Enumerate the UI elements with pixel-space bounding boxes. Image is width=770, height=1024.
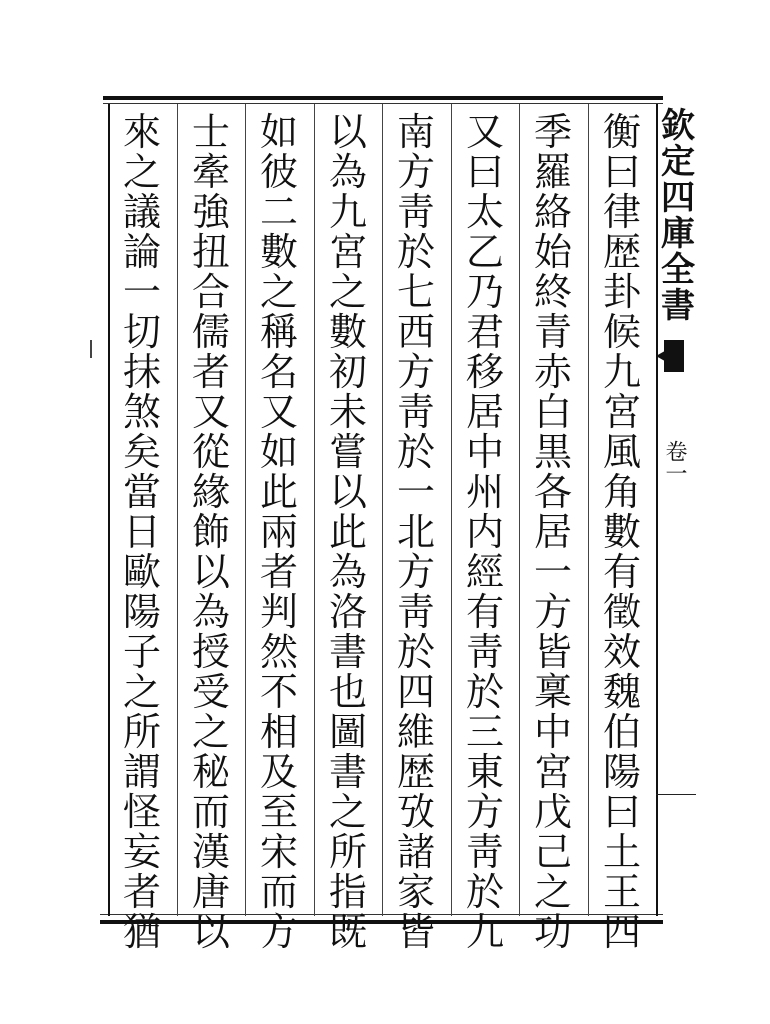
character: 也	[328, 670, 367, 714]
character: 至	[259, 790, 298, 834]
character: 九	[465, 910, 504, 954]
character: 州	[465, 470, 504, 514]
character: 士	[191, 110, 230, 154]
character: 而	[259, 870, 298, 914]
character: 方	[396, 550, 435, 594]
character: 此	[259, 470, 298, 514]
character: 之	[259, 270, 298, 314]
character: 為	[328, 150, 367, 194]
character: 北	[396, 510, 435, 554]
character: 效	[602, 630, 641, 674]
character: 經	[465, 550, 504, 594]
character: 於	[465, 670, 504, 714]
character: 為	[191, 590, 230, 634]
character: 乙	[465, 230, 504, 274]
character: 所	[122, 710, 161, 754]
character: 歴	[602, 230, 641, 274]
character: 太	[465, 190, 504, 234]
character: 數	[602, 510, 641, 554]
character: 數	[259, 230, 298, 274]
character: 之	[328, 270, 367, 314]
text-column	[594, 110, 650, 954]
column-rule	[177, 104, 178, 916]
character: 當	[122, 470, 161, 514]
character: 之	[122, 670, 161, 714]
character: 謂	[122, 750, 161, 794]
character: 猶	[122, 910, 161, 954]
character: 律	[602, 190, 641, 234]
character: 黒	[533, 430, 572, 474]
column-rule	[588, 104, 589, 916]
character: 七	[396, 270, 435, 314]
character: 一	[122, 270, 161, 314]
character: 功	[533, 910, 572, 954]
character: 儒	[191, 310, 230, 354]
character: 候	[602, 310, 641, 354]
character: 於	[465, 870, 504, 914]
character: 切	[122, 310, 161, 354]
character: 宋	[259, 830, 298, 874]
book-title	[658, 108, 698, 324]
character: 移	[465, 350, 504, 394]
book-title-char: 書	[661, 286, 695, 326]
character: 曰	[602, 790, 641, 834]
margin-divider	[656, 794, 696, 795]
character: 既	[328, 910, 367, 954]
character: 一	[396, 470, 435, 514]
character: 維	[396, 710, 435, 754]
character: 曰	[465, 150, 504, 194]
text-column	[320, 110, 376, 954]
character: 於	[396, 430, 435, 474]
character: 歴	[396, 750, 435, 794]
character: 以	[191, 550, 230, 594]
character: 此	[328, 510, 367, 554]
character: 土	[602, 830, 641, 874]
column-rule	[451, 104, 452, 916]
character: 中	[533, 710, 572, 754]
character: 書	[328, 630, 367, 674]
text-column	[251, 110, 307, 954]
character: 唐	[191, 870, 230, 914]
character: 論	[122, 230, 161, 274]
character: 者	[191, 350, 230, 394]
character: 兩	[259, 510, 298, 554]
character: 所	[328, 830, 367, 874]
character: 不	[259, 670, 298, 714]
column-rule	[314, 104, 315, 916]
character: 靑	[465, 630, 504, 674]
character: 漢	[191, 830, 230, 874]
character: 於	[396, 630, 435, 674]
character: 白	[533, 390, 572, 434]
character: 絡	[533, 190, 572, 234]
character: 從	[191, 430, 230, 474]
character: 未	[328, 390, 367, 434]
bottom-border	[100, 920, 663, 924]
character: 如	[259, 110, 298, 154]
character: 以	[328, 470, 367, 514]
character: 者	[259, 550, 298, 594]
character: 判	[259, 590, 298, 634]
character: 煞	[122, 390, 161, 434]
column-rule	[382, 104, 383, 916]
character: 之	[328, 790, 367, 834]
character: 圖	[328, 710, 367, 754]
character: 稱	[259, 310, 298, 354]
character: 議	[122, 190, 161, 234]
character: 合	[191, 270, 230, 314]
character: 宮	[328, 230, 367, 274]
book-title-char: 庫	[661, 214, 695, 254]
character: 角	[602, 470, 641, 514]
column-rule	[108, 104, 110, 916]
character: 南	[396, 110, 435, 154]
character: 及	[259, 750, 298, 794]
character: 有	[465, 590, 504, 634]
character: 數	[328, 310, 367, 354]
character: 又	[465, 110, 504, 154]
character: 牽	[191, 150, 230, 194]
text-column	[388, 110, 444, 954]
top-border	[103, 96, 663, 100]
character: 諸	[396, 830, 435, 874]
character: 有	[602, 550, 641, 594]
character: 羅	[533, 150, 572, 194]
character: 三	[465, 710, 504, 754]
character: 秘	[191, 750, 230, 794]
character: 嘗	[328, 430, 367, 474]
character: 終	[533, 270, 572, 314]
character: 居	[533, 510, 572, 554]
column-rule	[245, 104, 246, 916]
character: 己	[533, 830, 572, 874]
character: 初	[328, 350, 367, 394]
character: 方	[533, 590, 572, 634]
character: 又	[259, 390, 298, 434]
character: 怪	[122, 790, 161, 834]
character: 如	[259, 430, 298, 474]
character: 西	[396, 310, 435, 354]
character: 授	[191, 630, 230, 674]
character: 又	[191, 390, 230, 434]
character: 徵	[602, 590, 641, 634]
character: 扭	[191, 230, 230, 274]
character: 皆	[396, 910, 435, 954]
character: 以	[328, 110, 367, 154]
character: 家	[396, 870, 435, 914]
character: 赤	[533, 350, 572, 394]
character: 矣	[122, 430, 161, 474]
character: 九	[328, 190, 367, 234]
character: 而	[191, 790, 230, 834]
character: 名	[259, 350, 298, 394]
text-column	[525, 110, 581, 954]
character: 日	[122, 510, 161, 554]
character: 者	[122, 870, 161, 914]
character: 攷	[396, 790, 435, 834]
character: 靑	[396, 590, 435, 634]
character: 彼	[259, 150, 298, 194]
character: 九	[602, 350, 641, 394]
character: 為	[328, 550, 367, 594]
character: 然	[259, 630, 298, 674]
volume-label: 卷一	[662, 440, 687, 484]
character: 之	[533, 870, 572, 914]
character: 王	[602, 870, 641, 914]
character: 相	[259, 710, 298, 754]
character: 内	[465, 510, 504, 554]
column-rule	[519, 104, 520, 916]
character: 各	[533, 470, 572, 514]
book-title-char: 全	[661, 250, 695, 290]
margin-tick	[90, 340, 92, 358]
character: 二	[259, 190, 298, 234]
character: 卦	[602, 270, 641, 314]
character: 靑	[465, 830, 504, 874]
character: 受	[191, 670, 230, 714]
fish-tail-block	[664, 340, 684, 372]
text-column	[457, 110, 513, 954]
character: 來	[122, 110, 161, 154]
character: 飾	[191, 510, 230, 554]
character: 陽	[602, 750, 641, 794]
character: 曰	[602, 150, 641, 194]
top-border-inner	[103, 103, 663, 104]
character: 宮	[533, 750, 572, 794]
character: 宮	[602, 390, 641, 434]
text-column	[114, 110, 170, 954]
character: 靑	[396, 390, 435, 434]
character: 指	[328, 870, 367, 914]
book-title-char: 定	[661, 142, 695, 182]
character: 強	[191, 190, 230, 234]
character: 之	[122, 150, 161, 194]
character: 伯	[602, 710, 641, 754]
character: 一	[533, 550, 572, 594]
book-title-char: 欽	[661, 106, 695, 146]
character: 青	[533, 310, 572, 354]
character: 靑	[396, 190, 435, 234]
character: 始	[533, 230, 572, 274]
character: 乃	[465, 270, 504, 314]
page-margin-strip	[656, 104, 700, 916]
character: 東	[465, 750, 504, 794]
character: 衡	[602, 110, 641, 154]
character: 方	[396, 150, 435, 194]
character: 洛	[328, 590, 367, 634]
character: 風	[602, 430, 641, 474]
character: 稟	[533, 670, 572, 714]
character: 之	[191, 710, 230, 754]
character: 季	[533, 110, 572, 154]
character: 緣	[191, 470, 230, 514]
character: 居	[465, 390, 504, 434]
text-column	[183, 110, 239, 954]
character: 歐	[122, 550, 161, 594]
character: 方	[259, 910, 298, 954]
character: 魏	[602, 670, 641, 714]
character: 四	[602, 910, 641, 954]
character: 抹	[122, 350, 161, 394]
character: 方	[396, 350, 435, 394]
character: 四	[396, 670, 435, 714]
character: 子	[122, 630, 161, 674]
character: 於	[396, 230, 435, 274]
character: 方	[465, 790, 504, 834]
character: 妄	[122, 830, 161, 874]
character: 中	[465, 430, 504, 474]
character: 戊	[533, 790, 572, 834]
character: 以	[191, 910, 230, 954]
character: 君	[465, 310, 504, 354]
character: 書	[328, 750, 367, 794]
character: 皆	[533, 630, 572, 674]
book-title-char: 四	[661, 178, 695, 218]
character: 陽	[122, 590, 161, 634]
